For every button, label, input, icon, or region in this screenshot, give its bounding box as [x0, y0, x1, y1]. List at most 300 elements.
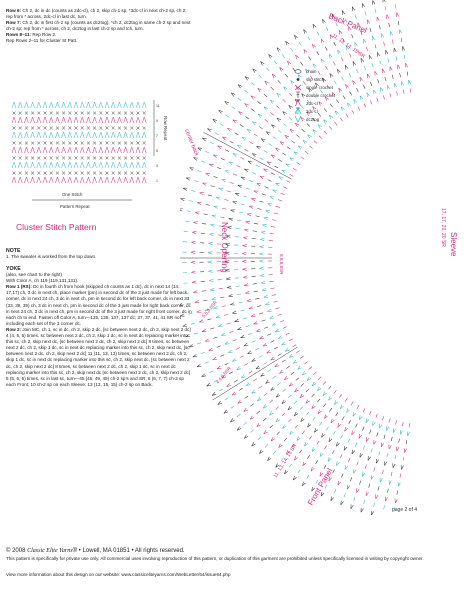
yoke-stitch-symbol	[370, 82, 372, 86]
yoke-stitch-symbol	[220, 217, 224, 218]
yoke-stitch-symbol	[258, 88, 262, 92]
stitch-symbol	[25, 127, 28, 130]
stitch-symbol	[55, 132, 59, 138]
stitch-symbol	[99, 102, 103, 108]
yoke-stitch-symbol	[334, 390, 337, 393]
stitch-symbol	[49, 117, 53, 123]
stitch-symbol	[137, 157, 140, 160]
yoke-stitch-symbol	[245, 103, 249, 107]
yoke-stitch-symbol	[285, 135, 289, 139]
yoke-stitch-symbol	[385, 6, 386, 10]
yoke-stitch-symbol	[257, 146, 261, 149]
yoke-stitch-symbol	[293, 476, 296, 480]
yoke-stitch-symbol	[308, 135, 312, 139]
website-link[interactable]: View more information about this design on our website: www.classiceliteyarns.com/WebLetter/64/issue64.php	[6, 572, 231, 577]
stitch-symbol	[62, 147, 66, 153]
yoke-stitch-symbol	[270, 112, 273, 115]
stitch-symbol	[142, 147, 146, 153]
yoke-stitch-symbol	[283, 99, 286, 102]
stitch-symbol	[105, 162, 109, 168]
yoke-stitch-symbol	[301, 157, 304, 159]
yoke-stitch-symbol	[297, 437, 301, 441]
stitch-symbol	[62, 142, 65, 145]
yoke-stitch-symbol	[259, 201, 263, 202]
rows-8-11: Rows 8–11: Rep Row 2.	[6, 32, 57, 38]
yoke-stitch-symbol	[269, 281, 273, 282]
yoke-stitch-symbol	[347, 408, 350, 412]
stitch-symbol	[124, 157, 127, 160]
yoke-stitch-symbol	[302, 371, 306, 375]
yoke-stitch-symbol	[241, 204, 245, 205]
yoke-stitch-symbol	[379, 25, 380, 29]
stitch-symbol	[75, 157, 78, 160]
yoke-stitch-symbol	[189, 344, 193, 347]
row-7: Row 7: Ch 2, dc in first ch-2 sp (counts as dc2tog), *ch 2, dc2tog in same ch-2 sp and next ch-2 sp; rep from * across, ch 2, dc2tog in last ch-2 sp and tch, turn.	[6, 20, 191, 32]
yoke-stitch-symbol	[210, 288, 214, 290]
stitch-symbol	[137, 127, 140, 130]
stitch-symbol	[118, 127, 121, 130]
stitch-symbol	[43, 117, 47, 123]
yoke-line: With Color A, ch 119 (119,131,131).	[6, 278, 79, 284]
stitch-symbol	[81, 127, 84, 130]
yoke-stitch-symbol	[373, 421, 376, 425]
stitch-symbol	[68, 147, 72, 153]
yoke-stitch-symbol	[322, 433, 325, 437]
stitch-symbol	[62, 117, 66, 123]
yoke-stitch-symbol	[306, 399, 310, 403]
stitch-symbol	[111, 177, 115, 183]
yoke-stitch-symbol	[352, 431, 355, 435]
yoke-stitch-symbol	[345, 398, 347, 402]
yoke-stitch-symbol	[312, 382, 316, 386]
yoke-stitch-symbol	[289, 354, 293, 357]
stitch-symbol	[136, 132, 140, 138]
stitch-symbol	[130, 117, 134, 123]
yoke-stitch-symbol	[389, 445, 391, 449]
yoke-stitch-symbol	[355, 442, 357, 446]
yoke-stitch-symbol	[275, 148, 279, 151]
yoke-stitch-symbol	[290, 129, 294, 133]
stitch-symbol	[99, 177, 103, 183]
yoke-stitch-symbol	[270, 100, 274, 104]
corner-sr-8: 8,8,8,8SR	[279, 254, 284, 275]
stitch-symbol	[93, 147, 97, 153]
stitch-symbol	[68, 172, 71, 175]
yoke-stitch-symbol	[390, 93, 391, 97]
yoke-stitch-symbol	[197, 343, 201, 344]
stitch-symbol	[124, 112, 127, 115]
front-panel-label: Front Panel	[305, 466, 335, 507]
stitch-symbol	[80, 132, 84, 138]
2dc-cl-icon	[290, 99, 306, 107]
yoke-stitch-symbol	[387, 489, 388, 493]
yoke-stitch-symbol	[288, 395, 291, 398]
yoke-stitch-symbol	[333, 62, 335, 66]
yoke-stitch-symbol	[289, 339, 293, 341]
yoke-stitch-symbol	[204, 214, 208, 215]
page-number: page 2 of 4	[392, 507, 418, 513]
stitch-symbol	[143, 112, 146, 115]
yoke-stitch-symbol	[186, 178, 190, 180]
stitch-symbol	[80, 147, 84, 153]
single-crochet-icon	[290, 83, 306, 91]
stitch-symbol	[13, 112, 16, 115]
yoke-stitch-symbol	[225, 398, 229, 400]
yoke-stitch-symbol	[291, 372, 294, 375]
yoke-stitch-symbol	[261, 373, 265, 376]
yoke-stitch-symbol	[340, 454, 342, 458]
yoke-stitch-symbol	[242, 252, 246, 254]
yoke-stitch-symbol	[251, 314, 255, 316]
stitch-symbol	[87, 127, 90, 130]
yoke-stitch-symbol	[252, 173, 256, 175]
yoke-stitch-symbol	[381, 34, 383, 38]
stitch-symbol	[25, 157, 28, 160]
stitch-symbol	[87, 112, 90, 115]
yoke-stitch-symbol	[331, 419, 334, 423]
yoke-stitch-symbol	[355, 42, 358, 46]
yoke-stitch-symbol	[290, 174, 294, 176]
stitch-symbol	[37, 117, 41, 123]
yoke-stitch-symbol	[354, 469, 357, 473]
yoke-stitch-symbol	[349, 420, 351, 424]
yoke-stitch-symbol	[321, 59, 324, 63]
yoke-stitch-symbol	[258, 114, 262, 118]
stitch-symbol	[31, 147, 35, 153]
yoke-stitch-symbol	[202, 223, 206, 224]
yoke-stitch-symbol	[219, 110, 223, 113]
stitch-symbol	[37, 162, 41, 168]
stitch-symbol	[31, 112, 34, 115]
stitch-symbol	[68, 117, 72, 123]
stitch-symbol	[74, 162, 78, 168]
yoke-stitch-symbol	[344, 493, 346, 497]
yoke-stitch-symbol	[282, 413, 285, 416]
yoke-stitch-symbol	[395, 499, 397, 503]
yoke-stitch-symbol	[405, 63, 407, 67]
stitch-symbol	[25, 112, 28, 115]
yoke-stitch-symbol	[376, 414, 378, 418]
yoke-stitch-symbol	[300, 356, 303, 358]
yoke-stitch-symbol	[268, 204, 272, 206]
stitch-symbol	[49, 177, 53, 183]
stitch-symbol	[18, 147, 22, 153]
stitch-symbol	[117, 147, 121, 153]
yoke-stitch-symbol	[245, 90, 248, 93]
stitch-symbol	[99, 112, 102, 115]
yoke-stitch-symbol	[377, 52, 379, 56]
yoke-stitch-symbol	[397, 491, 398, 495]
yoke-stitch-symbol	[271, 387, 275, 391]
yoke-stitch-symbol	[237, 165, 241, 167]
stitch-symbol	[56, 127, 59, 130]
yoke-stitch-symbol	[305, 151, 308, 154]
yoke-stitch-symbol	[268, 143, 271, 145]
yoke-stitch-symbol	[234, 380, 238, 382]
yoke-stitch-symbol	[261, 139, 265, 142]
yoke-stitch-symbol	[331, 496, 334, 500]
yoke-stitch-symbol	[284, 376, 288, 380]
yoke-stitch-symbol	[262, 288, 266, 290]
stitch-symbol	[68, 102, 72, 108]
stitch-symbol	[31, 132, 35, 138]
yoke-stitch-symbol	[396, 13, 398, 17]
stitch-symbol	[18, 162, 22, 168]
yoke-stitch-symbol	[264, 217, 268, 219]
yoke-stitch-symbol	[278, 336, 282, 339]
stitch-symbol	[93, 162, 97, 168]
yoke-stitch-symbol	[258, 101, 261, 104]
yoke-stitch-symbol	[300, 394, 304, 398]
yoke-stitch-symbol	[236, 286, 240, 287]
yoke-stitch-symbol	[252, 341, 256, 343]
yoke-stitch-symbol	[194, 180, 198, 181]
legend-item: double crochet	[290, 91, 370, 99]
yoke-stitch-symbol	[277, 383, 280, 386]
yoke-stitch-symbol	[231, 93, 235, 97]
stitch-symbol	[143, 157, 146, 160]
stitch-symbol	[44, 112, 47, 115]
yoke-stitch-symbol	[245, 326, 249, 327]
yoke-stitch-symbol	[191, 190, 195, 191]
yoke-stitch-symbol	[266, 211, 270, 213]
yoke-stitch-symbol	[369, 411, 371, 415]
stitch-symbol	[62, 162, 66, 168]
yoke-stitch-symbol	[244, 408, 248, 412]
yoke-stitch-symbol	[392, 40, 393, 44]
yoke-stitch-symbol	[283, 124, 286, 127]
notes-section	[6, 248, 192, 388]
stitch-symbol	[62, 132, 66, 138]
yoke-stitch-symbol	[393, 428, 395, 432]
yoke-stitch-symbol	[216, 315, 220, 317]
yoke-stitch-symbol	[363, 446, 365, 450]
yoke-stitch-symbol	[301, 418, 305, 422]
stitch-symbol	[75, 127, 78, 130]
yoke-stitch-symbol	[293, 360, 297, 363]
yoke-stitch-symbol	[230, 303, 234, 305]
stitch-symbol	[105, 177, 109, 183]
back-sizes-label: 11, 13, 14, 15 SR	[330, 32, 366, 60]
stitch-symbol	[44, 172, 47, 175]
yoke-stitch-symbol	[314, 428, 317, 432]
yoke-stitch-symbol	[308, 37, 310, 41]
yoke-stitch-symbol	[295, 123, 299, 127]
stitch-symbol	[25, 142, 28, 145]
yoke-stitch-symbol	[270, 425, 273, 428]
yoke-stitch-symbol	[270, 197, 274, 200]
stitch-symbol	[81, 112, 84, 115]
yoke-stitch-symbol	[391, 472, 392, 476]
yoke-stitch-symbol	[279, 370, 283, 373]
yoke-stitch-symbol	[266, 132, 270, 135]
yoke-stitch-symbol	[247, 299, 251, 301]
yoke-stitch-symbol	[260, 267, 264, 269]
yoke-stitch-symbol	[312, 447, 315, 451]
yoke-stitch-symbol	[336, 442, 339, 446]
stitch-symbol	[118, 172, 121, 175]
yoke-stitch-symbol	[198, 171, 202, 172]
stitch-symbol	[80, 102, 84, 108]
yoke-stitch-symbol	[233, 153, 237, 156]
yoke-stitch-symbol	[295, 388, 299, 392]
stitch-symbol	[31, 177, 35, 183]
yoke-stitch-symbol	[377, 432, 378, 436]
yoke-stitch-symbol	[239, 388, 243, 390]
stitch-symbol	[80, 177, 84, 183]
yoke-stitch-symbol	[360, 453, 363, 457]
yoke-stitch-symbol	[260, 239, 264, 241]
yoke-stitch-symbol	[308, 57, 310, 61]
yoke-stitch-symbol	[296, 135, 299, 138]
stitch-symbol	[87, 142, 90, 145]
yoke-stitch-symbol	[237, 220, 241, 221]
yoke-stitch-symbol	[275, 166, 279, 168]
yoke-stitch-symbol	[307, 475, 309, 479]
stitch-symbol	[142, 177, 146, 183]
stitch-symbol	[75, 172, 78, 175]
yoke-stitch-symbol	[201, 352, 205, 354]
stitch-symbol	[118, 112, 121, 115]
yoke-stitch-symbol	[261, 281, 265, 283]
yoke-stitch-symbol	[359, 434, 362, 438]
yoke-stitch-symbol	[254, 134, 257, 136]
yoke-stitch-symbol	[219, 188, 223, 190]
yoke-stitch-symbol	[284, 470, 287, 474]
yoke-stitch-symbol	[185, 221, 189, 222]
row-number: 5	[156, 149, 158, 153]
yoke-stitch-symbol	[383, 0, 385, 2]
yoke-stitch-symbol	[259, 75, 262, 78]
yoke-stitch-symbol	[339, 394, 341, 397]
yoke-stitch-symbol	[227, 383, 231, 386]
yoke-stitch-symbol	[240, 157, 244, 159]
stitch-symbol	[112, 112, 115, 115]
yoke-stitch-symbol	[230, 141, 234, 143]
yoke-stitch-symbol	[278, 200, 282, 201]
yoke-stitch-symbol	[272, 323, 276, 326]
stitch-symbol	[99, 132, 103, 138]
yoke-stitch-symbol	[226, 277, 230, 279]
stitch-symbol	[50, 142, 53, 145]
yoke-stitch-symbol	[207, 129, 211, 132]
yoke-stitch-symbol	[227, 323, 231, 324]
yoke-stitch-symbol	[325, 47, 327, 51]
yoke-stitch-symbol	[257, 306, 261, 307]
stitch-symbol	[111, 162, 115, 168]
yoke-stitch-symbol	[371, 475, 373, 479]
double-crochet-icon	[290, 91, 306, 99]
yoke-stitch-symbol	[233, 340, 237, 342]
yoke-stitch-symbol	[227, 128, 231, 131]
yoke-stitch-symbol	[189, 313, 193, 314]
yoke-stitch-symbol	[379, 424, 382, 428]
yoke-stitch-symbol	[240, 124, 243, 126]
stitch-symbol	[124, 177, 128, 183]
yoke-stitch-symbol	[271, 340, 275, 342]
stitch-symbol	[37, 132, 41, 138]
stitch-symbol	[99, 162, 103, 168]
stitch-symbol	[44, 157, 47, 160]
stitch-symbol	[19, 172, 22, 175]
stitch-symbol	[56, 172, 59, 175]
yoke-stitch-symbol	[326, 27, 328, 31]
yoke-stitch-symbol	[273, 190, 277, 193]
stitch-symbol	[136, 102, 140, 108]
yoke-stitch-symbol	[370, 28, 371, 32]
yoke-stitch-symbol	[351, 504, 354, 508]
yoke-stitch-symbol	[290, 431, 294, 435]
yoke-stitch-symbol	[371, 449, 372, 453]
yoke-stitch-symbol	[235, 133, 239, 135]
yoke-stitch-symbol	[225, 363, 229, 365]
yoke-stitch-symbol	[237, 414, 240, 417]
yoke-stitch-symbol	[228, 350, 232, 353]
yoke-stitch-symbol	[353, 61, 356, 65]
yoke-stitch-symbol	[266, 68, 269, 71]
yoke-stitch-symbol	[364, 500, 365, 504]
yoke-stitch-symbol	[272, 295, 276, 296]
yoke-stitch-symbol	[199, 320, 203, 322]
stitch-symbol	[142, 117, 146, 123]
yoke-stitch-symbol	[383, 95, 384, 99]
yoke-stitch-symbol	[274, 61, 277, 64]
yoke-stitch-symbol	[252, 390, 256, 393]
yoke-stitch-symbol	[277, 118, 281, 122]
yoke-stitch-symbol	[261, 61, 265, 65]
yoke-stitch-symbol	[307, 423, 311, 427]
yoke-stitch-symbol	[374, 467, 375, 471]
yoke-stitch-symbol	[263, 169, 267, 172]
yoke-stitch-symbol	[180, 303, 182, 305]
yoke-stitch-symbol	[366, 492, 368, 496]
yoke-stitch-symbol	[291, 48, 293, 51]
yoke-stitch-symbol	[312, 44, 315, 48]
yoke-stitch-symbol	[232, 311, 236, 313]
stitch-symbol	[43, 147, 47, 153]
yoke-stitch-symbol	[238, 400, 242, 403]
yoke-stitch-symbol	[183, 188, 187, 190]
stitch-symbol	[13, 142, 16, 145]
stitch-symbol	[93, 142, 96, 145]
yoke-stitch-symbol	[259, 127, 262, 129]
yoke-stitch-symbol	[396, 420, 397, 424]
yoke-stitch-symbol	[271, 226, 275, 227]
yoke-stitch-symbol	[329, 408, 331, 411]
stitch-symbol	[68, 157, 71, 160]
yoke-stitch-symbol	[253, 69, 257, 73]
stitch-symbol	[106, 157, 109, 160]
yoke-stitch-symbol	[254, 322, 258, 325]
yoke-stitch-symbol	[386, 50, 388, 54]
stitch-symbol	[105, 147, 109, 153]
stitch-symbol	[55, 162, 59, 168]
yoke-stitch-symbol	[274, 301, 278, 302]
yoke-stitch-symbol	[248, 161, 252, 164]
yoke-stitch-symbol	[294, 412, 298, 416]
yoke-stitch-symbol	[329, 438, 332, 442]
yoke-stitch-symbol	[244, 422, 247, 425]
yoke-stitch-symbol	[209, 233, 213, 235]
yoke-stitch-symbol	[276, 407, 279, 410]
yoke-stitch-symbol	[276, 394, 280, 398]
yoke-stitch-symbol	[202, 374, 206, 377]
yoke-stitch-symbol	[249, 180, 253, 182]
yoke-stitch-symbol	[185, 293, 189, 294]
stitch-symbol	[24, 117, 28, 123]
stitch-symbol	[117, 102, 121, 108]
yoke-stitch-symbol	[242, 260, 246, 262]
